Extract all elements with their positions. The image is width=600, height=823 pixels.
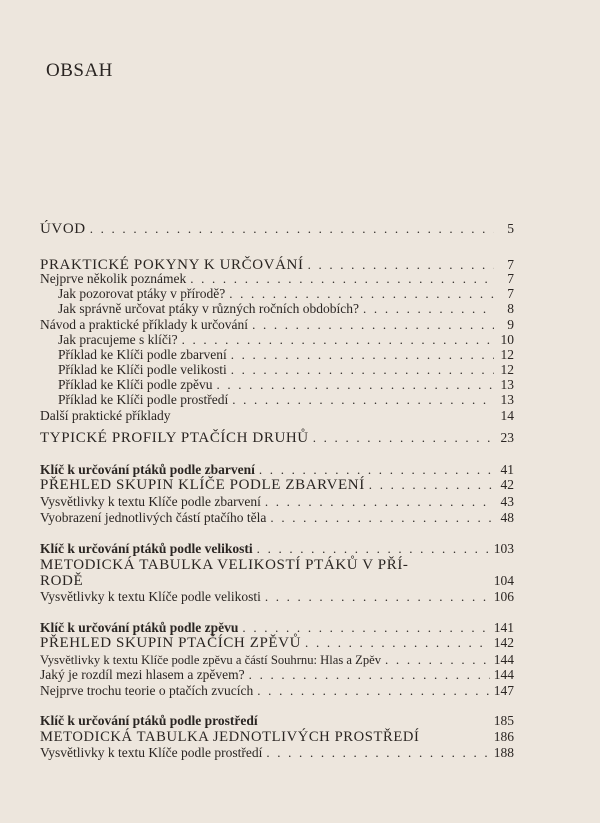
dot-leader	[232, 392, 494, 408]
toc-entry: Návod a praktické příklady k určování . . . 9	[40, 317, 514, 333]
toc-entry: Vyobrazení jednotlivých částí ptačího těla . . . 48	[40, 510, 514, 526]
dot-leader	[249, 667, 490, 683]
toc-entry: Klíč k určování ptáků podle zpěvu . . . 141	[40, 620, 514, 636]
toc-entry: Vysvětlivky k textu Klíče podle zbarvení . . . 43	[40, 494, 514, 510]
dot-leader	[259, 462, 494, 478]
toc-entry: Vysvětlivky k textu Klíče podle zpěvu a částí Souhrnu: Hlas a Zpěv . . . 144	[40, 652, 514, 668]
dot-leader	[216, 377, 494, 393]
toc-entry: Příklad ke Klíči podle prostředí . . . 13	[40, 392, 514, 408]
toc-entry: Jak pozorovat ptáky v přírodě? . . . 7	[40, 286, 514, 302]
dot-leader	[313, 430, 494, 446]
dot-leader	[190, 271, 494, 287]
toc-entry: PŘEHLED SKUPIN KLÍČE PODLE ZBARVENÍ . . . 42	[40, 477, 514, 493]
toc-entry: Jaký je rozdíl mezi hlasem a zpěvem? . . . 144	[40, 667, 514, 683]
dot-leader	[242, 620, 489, 636]
dot-leader	[90, 221, 494, 237]
dot-leader	[385, 652, 490, 668]
dot-leader	[265, 589, 490, 605]
toc-entry: Klíč k určování ptáků podle velikosti . . . 103	[40, 541, 514, 557]
toc-entry: PŘEHLED SKUPIN PTAČÍCH ZPĚVŮ . . . 142	[40, 635, 514, 651]
dot-leader	[231, 362, 494, 378]
dot-leader	[257, 541, 490, 557]
toc-entry: Nejprve několik poznámek . . . 7	[40, 271, 514, 287]
dot-leader	[363, 301, 494, 317]
dot-leader	[305, 635, 490, 651]
toc-entry: Příklad ke Klíči podle zbarvení . . . 12	[40, 347, 514, 363]
toc-entry: Příklad ke Klíči podle zpěvu . . . 13	[40, 377, 514, 393]
toc-entry: Klíč k určování ptáků podle zbarvení . . . 41	[40, 462, 514, 478]
toc-entry: Vysvětlivky k textu Klíče podle velikosti . . . 106	[40, 589, 514, 605]
dot-leader	[182, 332, 494, 348]
dot-leader	[257, 683, 489, 699]
toc-entry: METODICKÁ TABULKA VELIKOSTÍ PTÁKŮ V PŘÍ-	[40, 557, 409, 573]
toc-entry: METODICKÁ TABULKA JEDNOTLIVÝCH PROSTŘEDÍ 186	[40, 729, 514, 745]
dot-leader	[252, 317, 494, 333]
toc-entry: TYPICKÉ PROFILY PTAČÍCH DRUHŮ . . . 23	[40, 430, 514, 446]
toc-entry: ÚVOD . . . 5	[40, 221, 514, 237]
page-title: OBSAH	[46, 60, 113, 81]
toc-entry: Příklad ke Klíči podle velikosti . . . 12	[40, 362, 514, 378]
dot-leader	[270, 510, 494, 526]
dot-leader	[265, 494, 494, 510]
dot-leader	[369, 477, 494, 493]
toc-entry: Vysvětlivky k textu Klíče podle prostředí . . . 188	[40, 745, 514, 761]
toc-entry: Další praktické příklady 14	[40, 408, 514, 423]
toc-entry: Jak správně určovat ptáky v různých ročních obdobích? . . . 8	[40, 301, 514, 317]
dot-leader	[266, 745, 489, 761]
toc-entry: Klíč k určování ptáků podle prostředí 185	[40, 713, 514, 728]
toc-entry: PRAKTICKÉ POKYNY K URČOVÁNÍ . . . 7	[40, 257, 514, 273]
dot-leader	[229, 286, 494, 302]
dot-leader	[231, 347, 494, 363]
toc-entry: Nejprve trochu teorie o ptačích zvucích . . . 147	[40, 683, 514, 699]
toc-entry: Jak pracujeme s klíči? . . . 10	[40, 332, 514, 348]
toc-entry: RODĚ 104	[40, 573, 514, 589]
